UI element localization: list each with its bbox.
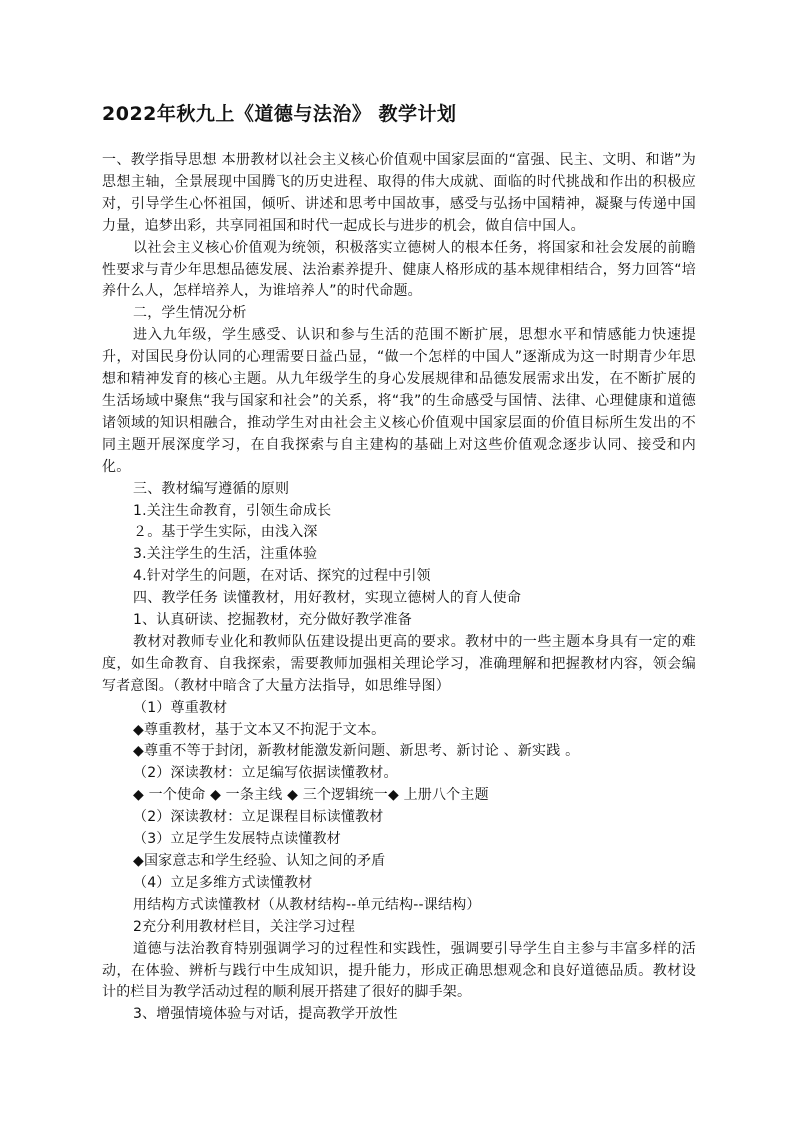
document-paragraph: 用结构方式读懂教材（从教材结构--单元结构--课结构） (133, 896, 481, 913)
document-paragraph: 一、教学指导思想 本册教材以社会主义核心价值观中国家层面的“富强、民主、文明、和谐”为思想主轴，全景展现中国腾飞的历史进程、取得的伟大成就、面临的时代挑战和作出的积极应对，引导学生心怀祖国，倾听、讲述和思考中国故事，感受与弘扬中国精神，凝聚与传递中国力量，追梦出彩，共享同祖国和时代一起成长与进步的机会，做自信中国人。 (102, 152, 696, 234)
document-paragraph: ◆尊重不等于封闭，新教材能激发新问题、新思考、新讨论 、新实践 。 (133, 743, 580, 760)
document-paragraph: （3）立足学生发展特点读懂教材 (133, 831, 341, 848)
document-paragraph: 四、教学任务 读懂教材，用好教材，实现立德树人的育人使命 (133, 590, 522, 607)
document-title: 2022年秋九上《道德与法治》 教学计划 (102, 103, 457, 125)
document-paragraph: ◆国家意志和学生经验、认知之间的矛盾 (133, 853, 386, 869)
document-paragraph: ２。基于学生实际，由浅入深 (133, 524, 318, 541)
document-paragraph: 1.关注生命教育，引领生命成长 (133, 502, 332, 519)
document-paragraph: 以社会主义核心价值观为统领，积极落实立德树人的根本任务，将国家和社会发展的前瞻性要求与青少年思想品德发展、法治素养提升、健康人格形成的基本规律相结合，努力回答“培养什么人，怎样培养人，为谁培养人”的时代命题。 (102, 239, 696, 300)
document-paragraph: （2）深读教材：立足课程目标读懂教材 (133, 809, 384, 826)
document-paragraph: 道德与法治教育特别强调学习的过程性和实践性，强调要引导学生自主参与丰富多样的活动，在体验、辨析与践行中生成知识，提升能力，形成正确思想观念和良好道德品质。教材设计的栏目为教学活动过程的顺利展开搭建了很好的脚手架。 (102, 940, 696, 1001)
document-body (102, 150, 696, 1026)
document-paragraph: ◆ 一个使命 ◆ 一条主线 ◆ 三个逻辑统一◆ 上册八个主题 (133, 787, 489, 804)
document-paragraph: 教材对教师专业化和教师队伍建设提出更高的要求。教材中的一些主题本身具有一定的难度，如生命教育、自我探索，需要教师加强相关理论学习，准确理解和把握教材内容，领会编写者意图。（教材中暗含了大量方法指导，如思维导图） (102, 633, 696, 694)
document-paragraph: 4.针对学生的问题，在对话、探究的过程中引领 (133, 568, 431, 585)
document-paragraph: 3.关注学生的生活，注重体验 (133, 546, 318, 563)
document-paragraph: （1）尊重教材 (133, 699, 228, 716)
document-paragraph: 3、增强情境体验与对话，提高教学开放性 (133, 1006, 398, 1023)
document-paragraph: （2）深读教材：立足编写依据读懂教材。 (133, 765, 398, 782)
document-paragraph: 1、认真研读、挖掘教材，充分做好教学准备 (133, 612, 412, 629)
document-paragraph: （4）立足多维方式读懂教材 (133, 874, 313, 891)
document-paragraph: 2充分利用教材栏目，关注学习过程 (133, 918, 356, 935)
document-paragraph: 三、教材编写遵循的原则 (133, 480, 290, 497)
document-paragraph: ◆尊重教材，基于文本又不拘泥于文本。 (133, 721, 386, 738)
document-paragraph: 进入九年级，学生感受、认识和参与生活的范围不断扩展，思想水平和情感能力快速提升，对国民身份认同的心理需要日益凸显，“做一个怎样的中国人”逐渐成为这一时期青少年思想和精神发育的核心主题。从九年级学生的身心发展规律和品德发展需求出发，在不断扩展的生活场域中聚焦“我与国家和社会”的关系，将“我”的生命感受与国情、法律、心理健康和道德诸领域的知识相融合，推动学生对由社会主义核心价值观中国家层面的价值目标所生发出的不同主题开展深度学习，在自我探索与自主建构的基础上对这些价值观念逐步认同、接受和内化。 (102, 327, 696, 475)
document-paragraph: 二，学生情况分析 (133, 305, 247, 322)
